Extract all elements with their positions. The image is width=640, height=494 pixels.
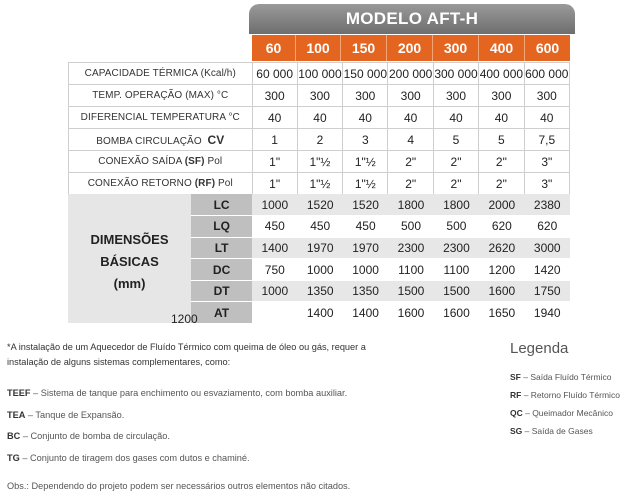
- spec-value: 300 000: [433, 63, 478, 85]
- dimension-value: 1350: [298, 280, 343, 302]
- definition-text: – Conjunto de tiragem dos gases com dutos e chaminé.: [19, 452, 250, 463]
- dimension-value: 750: [252, 259, 297, 281]
- dimension-value: 2300: [434, 237, 479, 259]
- spec-value: 2": [388, 173, 433, 195]
- dimension-value: 1100: [388, 259, 433, 281]
- table-row: [69, 107, 570, 129]
- dimension-value: 1500: [388, 280, 433, 302]
- model-title: MODELO AFT-H: [249, 4, 575, 34]
- definition-item: [7, 451, 387, 466]
- dimensions-title: [68, 194, 191, 324]
- spec-value: 200 000: [388, 63, 433, 85]
- spec-value: 1"½: [343, 173, 388, 195]
- spec-value: 40: [524, 107, 569, 129]
- dimension-key: LT: [191, 237, 252, 259]
- dimension-value: 2000: [479, 194, 524, 216]
- spec-value: 100 000: [297, 63, 342, 85]
- specifications-table: [68, 62, 570, 195]
- legend-item: [510, 372, 638, 382]
- dimension-value: 1000: [343, 259, 388, 281]
- dimension-value: 500: [388, 216, 433, 238]
- spec-value: 2: [297, 129, 342, 151]
- dimension-value: 1520: [298, 194, 343, 216]
- size-header: 150: [341, 35, 387, 61]
- legend-item: [510, 408, 638, 418]
- spec-value: 1"½: [297, 151, 342, 173]
- dimension-value: 1400: [343, 302, 388, 324]
- dimension-value: 450: [252, 216, 297, 238]
- table-row: [68, 194, 570, 216]
- spec-value: 5: [433, 129, 478, 151]
- legend-abbr: RF: [510, 390, 522, 400]
- spec-value: 300: [524, 85, 569, 107]
- spec-label-unit: Pol: [218, 178, 233, 189]
- spec-value: 2": [388, 151, 433, 173]
- dimension-value: 1000: [252, 280, 297, 302]
- spec-value: 2": [433, 173, 478, 195]
- spec-value: 40: [343, 107, 388, 129]
- dimension-value: 1350: [343, 280, 388, 302]
- dimension-value: 2380: [525, 194, 570, 216]
- definition-item: [7, 429, 387, 444]
- spec-value: 2": [433, 151, 478, 173]
- dimension-value: 620: [525, 216, 570, 238]
- definition-abbr: TG: [7, 452, 20, 463]
- spec-label-code: (RF): [194, 178, 216, 189]
- notes-observation: Obs.: Dependendo do projeto podem ser necessários outros elementos não citados.: [7, 481, 351, 491]
- legend-text: – Queimador Mecânico: [522, 408, 613, 418]
- dimension-value: 1650: [479, 302, 524, 324]
- size-header: 200: [387, 35, 433, 61]
- spec-value: 60 000: [252, 63, 297, 85]
- dimension-value: 620: [479, 216, 524, 238]
- dimension-key: DT: [191, 280, 252, 302]
- size-header: 600: [525, 35, 570, 61]
- spec-value: 300: [252, 85, 297, 107]
- definition-abbr: TEA: [7, 409, 26, 420]
- spec-label-text: CONEXÃO RETORNO: [87, 178, 192, 189]
- spec-value: 300: [388, 85, 433, 107]
- spec-label-unit: Pol: [207, 156, 223, 167]
- dimension-key: AT: [191, 302, 252, 324]
- dimension-value: 1750: [525, 280, 570, 302]
- table-row: [69, 173, 570, 195]
- dimension-value: 1000: [298, 259, 343, 281]
- dimension-value: 1500: [434, 280, 479, 302]
- spec-value: 300: [433, 85, 478, 107]
- spec-label-text: BOMBA CIRCULAÇÃO: [96, 135, 202, 147]
- definition-abbr: BC: [7, 431, 21, 441]
- table-row: [69, 129, 570, 151]
- dimension-value: 1800: [434, 194, 479, 216]
- definition-item: [7, 386, 387, 401]
- dimensions-title-line: DIMENSÕES: [90, 231, 169, 247]
- dimension-value: 1600: [388, 302, 433, 324]
- legend: [510, 340, 638, 444]
- dimension-key: LQ: [191, 216, 252, 238]
- table-row: [69, 85, 570, 107]
- definition-item: [7, 408, 387, 423]
- spec-value: 40: [433, 107, 478, 129]
- dimensions-table: [68, 194, 570, 324]
- legend-abbr: SG: [510, 426, 523, 436]
- spec-value: 1"½: [297, 173, 342, 195]
- dimension-value: 1600: [434, 302, 479, 324]
- dimension-value: 450: [298, 216, 343, 238]
- dimensions-title-line: (mm): [113, 275, 146, 291]
- legend-text: – Saída Fluído Térmico: [520, 372, 612, 382]
- spec-label-unit: CV: [207, 132, 225, 147]
- size-header: 60: [252, 35, 296, 61]
- size-header: 300: [433, 35, 479, 61]
- spec-value: 7,5: [524, 129, 569, 151]
- spec-value: 300: [297, 85, 342, 107]
- spec-value: 3: [343, 129, 388, 151]
- legend-text: – Saída de Gases: [522, 426, 593, 436]
- dimension-key: DC: [191, 259, 252, 281]
- dimension-value: 2620: [479, 237, 524, 259]
- spec-value: 3": [524, 151, 569, 173]
- dimension-value: 1800: [388, 194, 433, 216]
- definition-text: – Sistema de tanque para enchimento ou esvaziamento, com bomba auxiliar.: [30, 388, 348, 398]
- model-sizes-row: [252, 35, 570, 61]
- spec-value: 5: [479, 129, 524, 151]
- at-value-60: 1200: [171, 312, 198, 326]
- size-header: 400: [479, 35, 525, 61]
- dimension-value: 1970: [343, 237, 388, 259]
- installation-notes: [7, 340, 387, 494]
- notes-intro: *A instalação de um Aquecedor de Fluído Térmico com queima de óleo ou gás, requer a instalação de alguns sistemas complementares, como:: [7, 342, 366, 367]
- legend-item: [510, 426, 638, 436]
- dimension-value: 1400: [298, 302, 343, 324]
- legend-item: [510, 390, 638, 400]
- spec-value: 2": [479, 151, 524, 173]
- spec-label: [69, 173, 253, 195]
- spec-value: 1"½: [343, 151, 388, 173]
- dimension-value: 1200: [479, 259, 524, 281]
- dimension-key: LC: [191, 194, 252, 216]
- dimension-value: 1970: [298, 237, 343, 259]
- legend-abbr: SF: [510, 372, 521, 382]
- spec-label: [69, 129, 253, 151]
- definition-abbr: TEEF: [7, 388, 31, 398]
- spec-value: 4: [388, 129, 433, 151]
- dimension-value: 1400: [252, 237, 297, 259]
- dimension-value: 1520: [343, 194, 388, 216]
- spec-value: 40: [479, 107, 524, 129]
- dimension-value: 500: [434, 216, 479, 238]
- spec-value: 300: [343, 85, 388, 107]
- dimension-value: 2300: [388, 237, 433, 259]
- spec-label: DIFERENCIAL TEMPERATURA °C: [69, 107, 253, 129]
- legend-title: Legenda: [510, 340, 569, 357]
- spec-label: [69, 151, 253, 173]
- size-header: 100: [296, 35, 341, 61]
- spec-value: 40: [252, 107, 297, 129]
- dimension-value: 1940: [525, 302, 570, 324]
- spec-value: 300: [479, 85, 524, 107]
- spec-value: 1: [252, 129, 297, 151]
- table-row: [69, 151, 570, 173]
- spec-value: 40: [388, 107, 433, 129]
- spec-label-text: CONEXÃO SAÍDA: [98, 156, 182, 167]
- spec-label: TEMP. OPERAÇÃO (MAX) °C: [69, 85, 253, 107]
- spec-value: 400 000: [479, 63, 524, 85]
- dimension-value: 1420: [525, 259, 570, 281]
- spec-value: 1": [252, 151, 297, 173]
- dimension-value: 3000: [525, 237, 570, 259]
- definition-text: – Tanque de Expansão.: [25, 409, 125, 420]
- spec-value: 2": [479, 173, 524, 195]
- spec-value: 600 000: [524, 63, 569, 85]
- dimension-value: 1100: [434, 259, 479, 281]
- legend-text: – Retorno Fluído Térmico: [521, 390, 620, 400]
- dimension-value: 450: [343, 216, 388, 238]
- spec-value: 1": [252, 173, 297, 195]
- dimension-value: [252, 302, 297, 324]
- dimensions-title-line: BÁSICAS: [100, 253, 159, 269]
- dimension-value: 1000: [252, 194, 297, 216]
- dimension-value: 1600: [479, 280, 524, 302]
- spec-label: CAPACIDADE TÉRMICA (Kcal/h): [69, 63, 253, 85]
- table-row: [69, 63, 570, 85]
- spec-value: 3": [524, 173, 569, 195]
- spec-label-code: (SF): [184, 156, 205, 167]
- legend-abbr: QC: [510, 408, 523, 418]
- definition-text: – Conjunto de bomba de circulação.: [20, 431, 170, 441]
- spec-value: 40: [297, 107, 342, 129]
- spec-value: 150 000: [343, 63, 388, 85]
